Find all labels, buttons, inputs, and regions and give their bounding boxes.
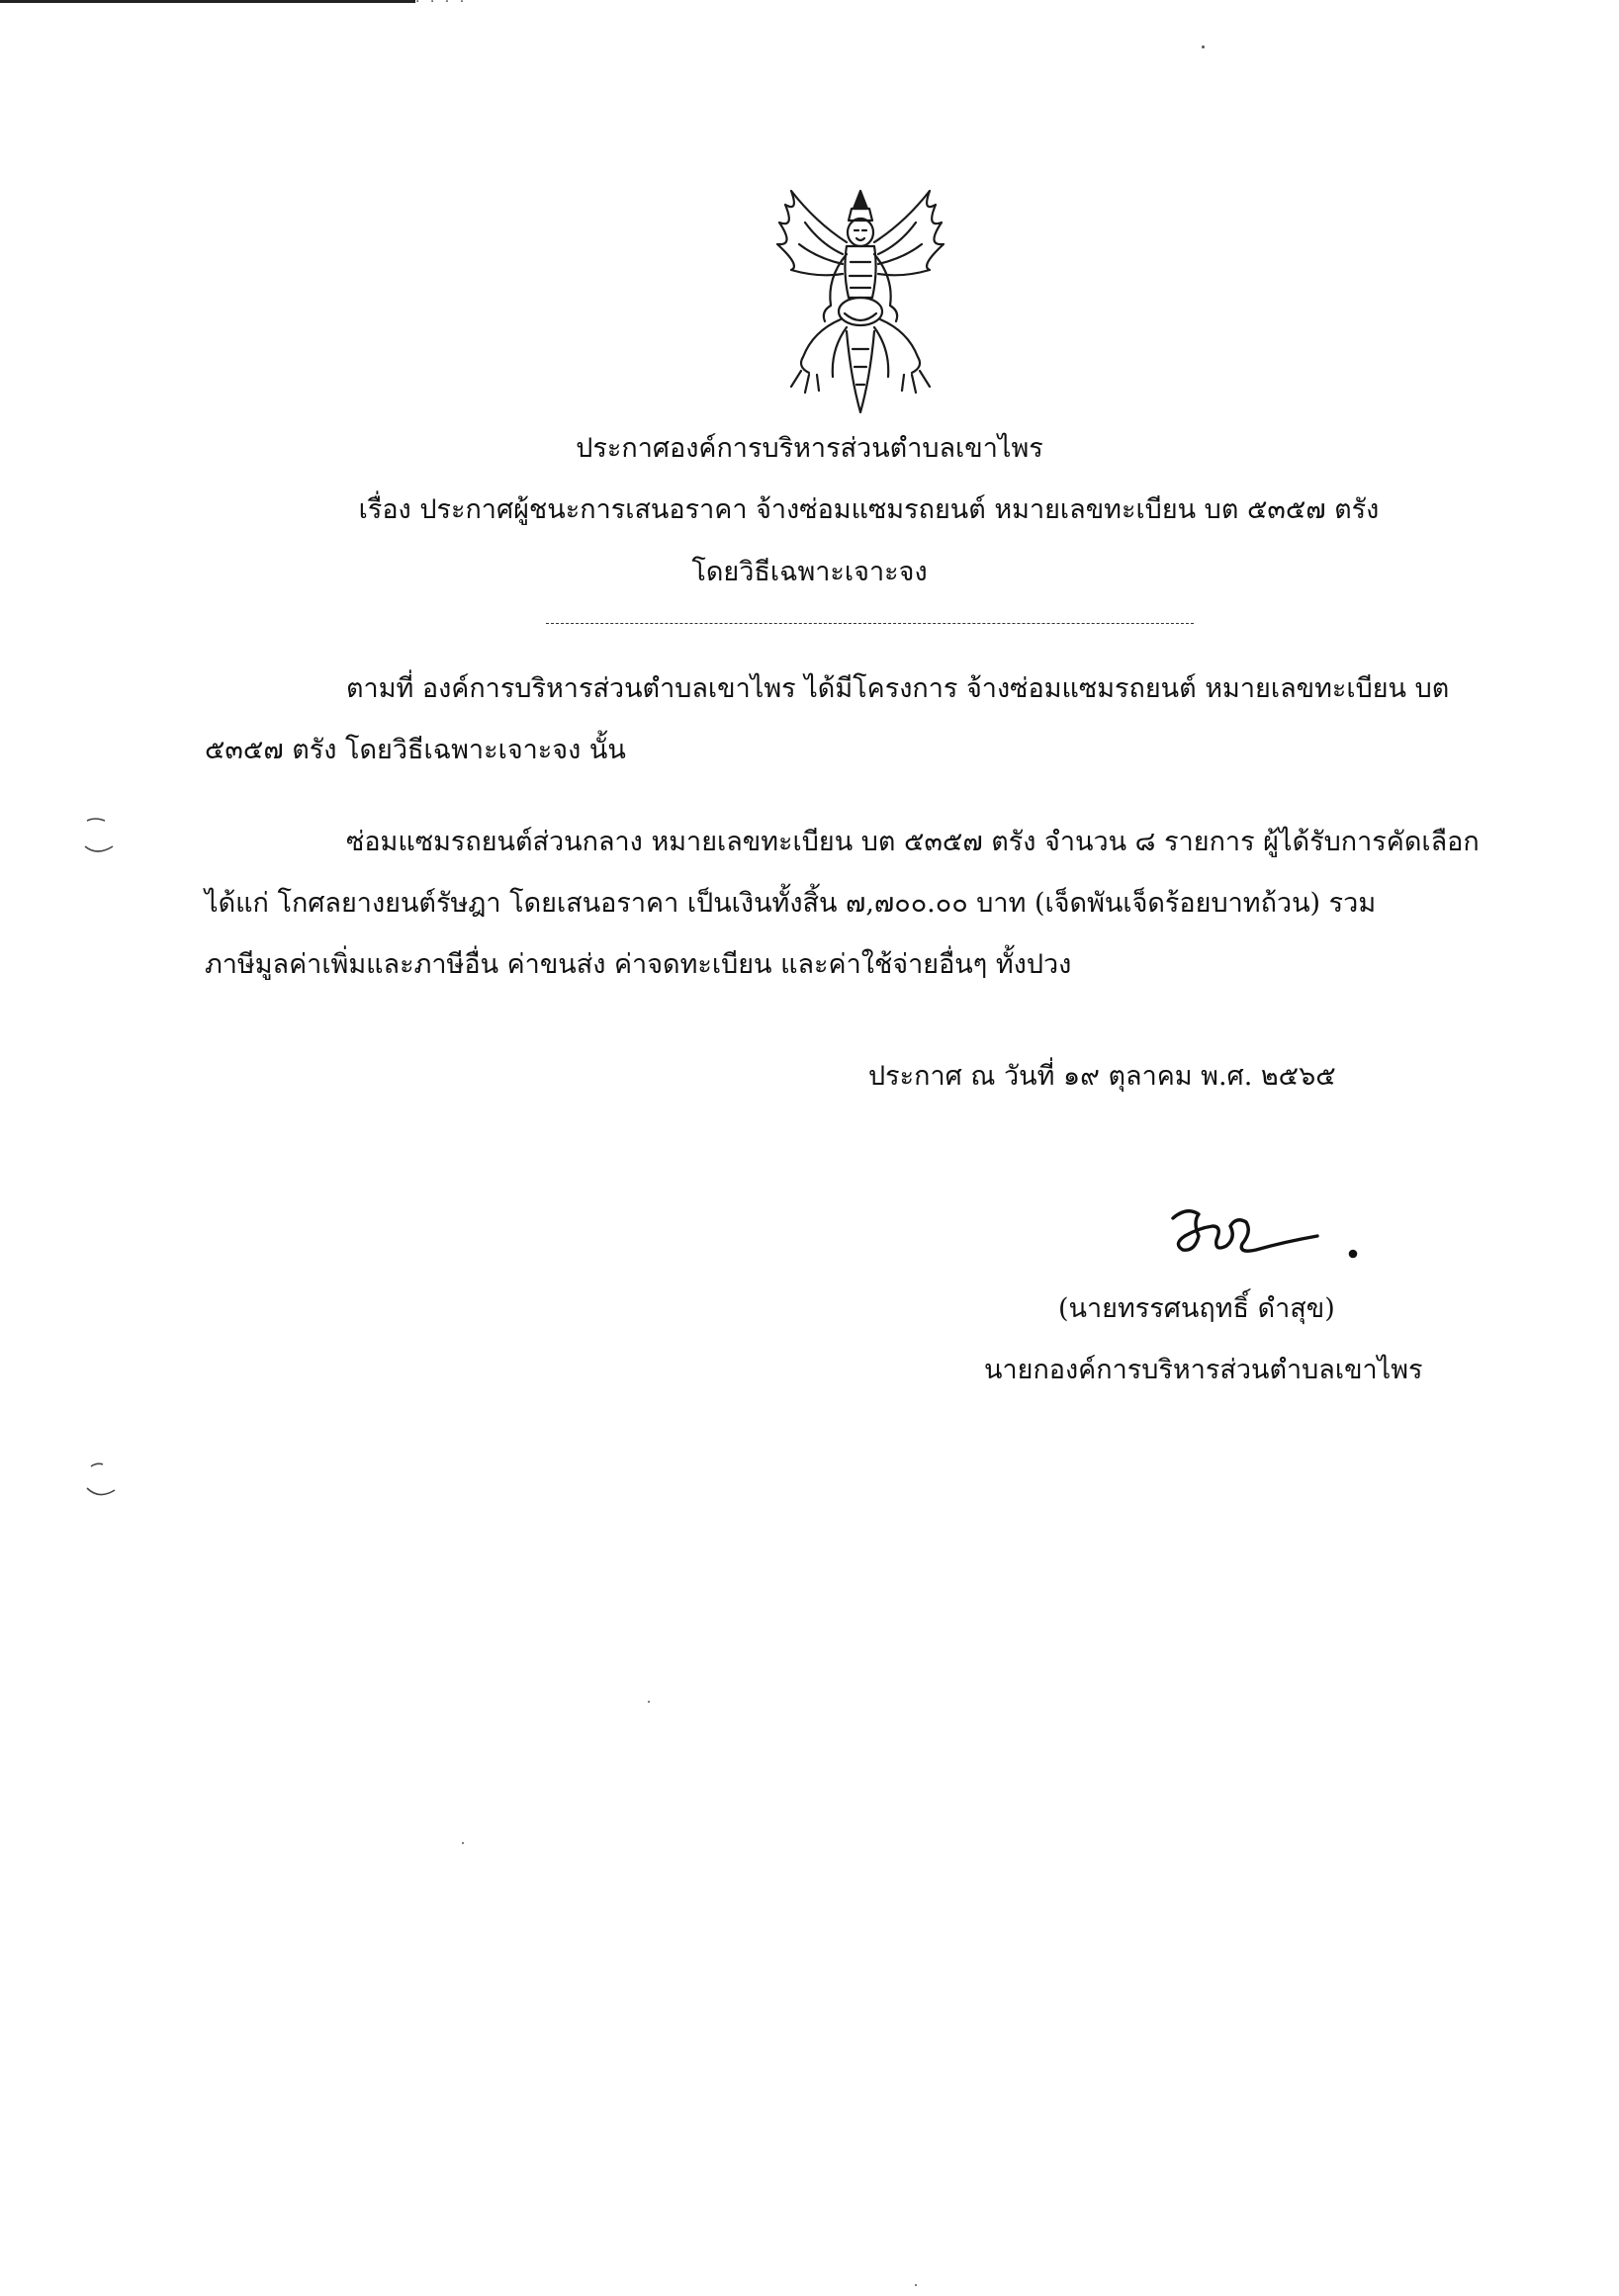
- announcement-method: โดยวิธีเฉพาะเจาะจง: [691, 557, 928, 587]
- paragraph-1-line-1: ตามที่ องค์การบริหารส่วนตำบลเขาไพร ได้มีโครงการ จ้างซ่อมแซมรถยนต์ หมายเลขทะเบียน บต: [346, 673, 1450, 704]
- punch-hole-mark: [81, 1458, 125, 1502]
- signatory-name: (นายทรรศนฤทธิ์ ดำสุข): [1058, 1293, 1335, 1324]
- announcement-date: ประกาศ ณ วันที่ ๑๙ ตุลาคม พ.ศ. ๒๕๖๕: [868, 1061, 1336, 1092]
- top-edge-marks: · · · ·: [415, 0, 468, 10]
- announcement-organization: ประกาศองค์การบริหารส่วนตำบลเขาไพร: [576, 433, 1043, 464]
- scan-speck: [462, 1842, 464, 1844]
- punch-hole-mark: [79, 813, 123, 856]
- scan-speck: [1202, 45, 1205, 48]
- paragraph-2-line-1: ซ่อมแซมรถยนต์ส่วนกลาง หมายเลขทะเบียน บต ๕๓๕๗ ตรัง จำนวน ๘ รายการ ผู้ได้รับการคัดเลือก: [346, 827, 1480, 857]
- paragraph-2-line-3: ภาษีมูลค่าเพิ่มและภาษีอื่น ค่าขนส่ง ค่าจดทะเบียน และค่าใช้จ่ายอื่นๆ ทั้งปวง: [205, 949, 1072, 980]
- header-divider: [546, 623, 1194, 624]
- top-edge-rule: [0, 0, 415, 3]
- signatory-position: นายกองค์การบริหารส่วนตำบลเขาไพร: [984, 1355, 1423, 1385]
- handwritten-signature: [1165, 1196, 1378, 1276]
- garuda-emblem-icon: [762, 183, 959, 420]
- scan-speck: [915, 2284, 917, 2286]
- announcement-subject: เรื่อง ประกาศผู้ชนะการเสนอราคา จ้างซ่อมแซมรถยนต์ หมายเลขทะเบียน บต ๕๓๕๗ ตรัง: [358, 494, 1380, 525]
- paragraph-2-line-2: ได้แก่ โกศลยางยนต์รัษฎา โดยเสนอราคา เป็นเงินทั้งสิ้น ๗,๗๐๐.๐๐ บาท (เจ็ดพันเจ็ดร้อยบาทถ้วน) รวม: [205, 888, 1377, 919]
- paragraph-1-line-2: ๕๓๕๗ ตรัง โดยวิธีเฉพาะเจาะจง นั้น: [205, 735, 626, 765]
- scan-speck: [648, 1701, 650, 1703]
